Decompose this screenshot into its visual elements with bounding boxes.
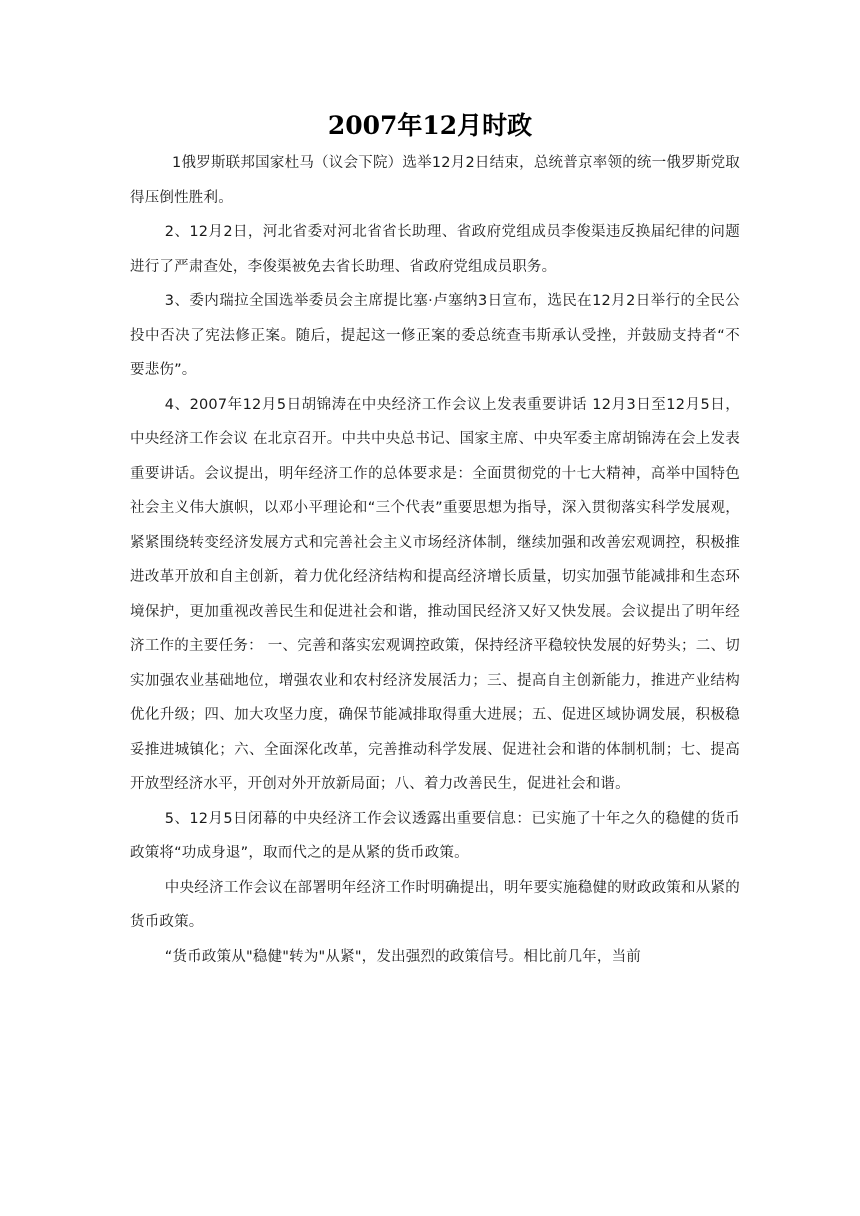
paragraph-5: 5、12月5日闭幕的中央经济工作会议透露出重要信息：已实施了十年之久的稳健的货币政策将“功成身退”，取而代之的是从紧的货币政策。 xyxy=(130,810,740,861)
document-body xyxy=(130,146,740,974)
document-title: 2007年12月时政 xyxy=(327,111,533,140)
paragraph-7: “货币政策从"稳健"转为"从紧"，发出强烈的政策信号。相比前几年，当前 xyxy=(164,948,641,965)
paragraph-2: 2、12月2日，河北省委对河北省省长助理、省政府党组成员李俊渠违反换届纪律的问题进行了严肃查处，李俊渠被免去省长助理、省政府党组成员职务。 xyxy=(130,224,740,275)
paragraph-6: 中央经济工作会议在部署明年经济工作时明确提出，明年要实施稳健的财政政策和从紧的货币政策。 xyxy=(130,879,740,930)
paragraph-3: 3、委内瑞拉全国选举委员会主席提比塞·卢塞纳3日宣布，选民在12月2日举行的全民公投中否决了宪法修正案。随后，提起这一修正案的委总统查韦斯承认受挫，并鼓励支持者“不要悲伤”。 xyxy=(130,293,740,378)
paragraph-1: 1俄罗斯联邦国家杜马（议会下院）选举12月2日结束，总统普京率领的统一俄罗斯党取得压倒性胜利。 xyxy=(130,155,740,206)
paragraph-4: 4、2007年12月5日胡锦涛在中央经济工作会议上发表重要讲话 12月3日至12月5日，中央经济工作会议 在北京召开。中共中央总书记、国家主席、中央军委主席胡锦涛在会上发表重要讲话。会议提出，明年经济工作的总体要求是：全面贯彻党的十七大精神，高举中国特色社会主义伟大旗帜，以邓小平理论和“三个代表”重要思想为指导，深入贯彻落实科学发展观，紧紧围绕转变经济发展方式和完善社会主义市场经济体制，继续加强和改善宏观调控，积极推进改革开放和自主创新，着力优化经济结构和提高经济增长质量，切实加强节能减排和生态环境保护，更加重视改善民生和促进社会和谐，推动国民经济又好又快发展。会议提出了明年经济工作的主要任务： 一、完善和落实宏观调控政策，保持经济平稳较快发展的好势头；二、切实加强农业基础地位，增强农业和农村经济发展活力；三、提高自主创新能力，推进产业结构优化升级；四、加大攻坚力度，确保节能减排取得重大进展；五、促进区域协调发展，积极稳妥推进城镇化；六、全面深化改革，完善推动科学发展、促进社会和谐的体制机制；七、提高开放型经济水平，开创对外开放新局面；八、着力改善民生，促进社会和谐。 xyxy=(130,396,740,792)
